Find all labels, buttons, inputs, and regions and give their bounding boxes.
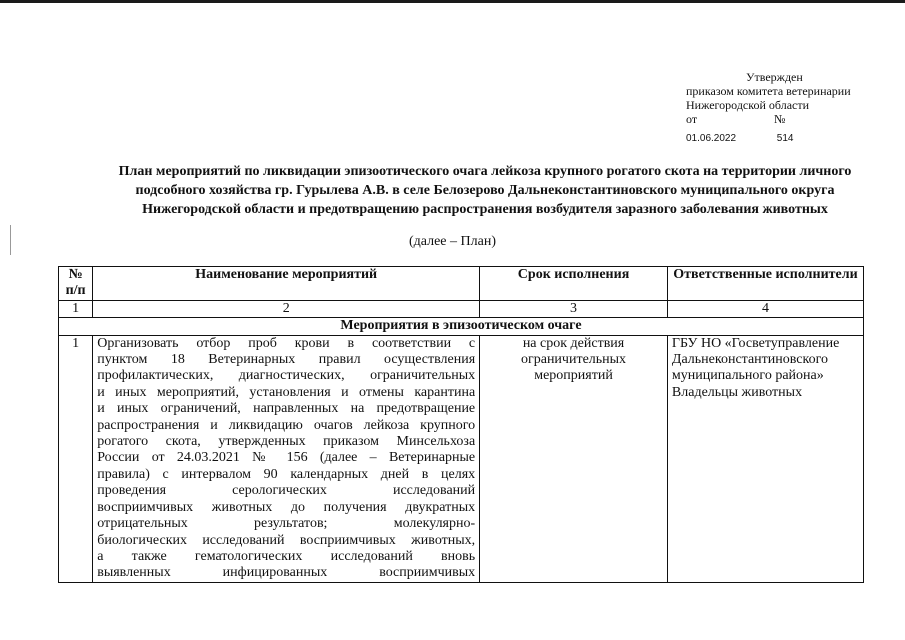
approval-line-2: приказом комитета ветеринарии [686,84,851,98]
row-name-line: России от 24.03.2021 № 156 (далее – Ветеринарные [97,450,476,466]
column-number-row [59,300,864,317]
row-responsible-line: Дальнеконстантиновского [671,352,828,368]
plan-table [58,266,864,583]
approval-number: 514 [776,133,794,144]
approval-date: 01.06.2022 [686,133,737,144]
row-name-line: проведения серологических исследований [97,483,476,499]
approval-from-label: от [686,112,698,126]
approval-date-row [686,132,851,146]
section-row [59,318,864,335]
row-responsible-line: муниципального района» [671,368,824,384]
section-title: Мероприятия в эпизоотическом очаге [59,318,864,335]
row-deadline [480,335,668,582]
row-name-line: биологических исследований восприимчивых животных, [97,532,476,548]
row-name-line: профилактических, диагностических, ограничительных [97,368,476,384]
row-name-line: пунктом 18 Ветеринарных правил осуществления [97,352,476,368]
row-name-line: рогатого скота, утвержденных приказом Минсельхоза [97,434,476,450]
row-name [93,335,480,582]
document-subtitle: (далее – План) [408,234,496,249]
row-responsible-line: ГБУ НО «Госветуправление [671,335,840,351]
row-name-line: восприимчивых животных до получения двукратных [97,499,476,515]
row-responsible [667,335,863,582]
table-row [59,335,864,582]
row-name-line: выявленных инфицированных восприимчивых [97,565,476,581]
column-number: 3 [480,300,668,317]
header-name: Наименование мероприятий [93,267,480,301]
top-border [0,0,905,3]
title-line-2: подсобного хозяйства гр. Гурылева А.В. в селе Белозерово Дальнеконстантиновского муниципального округа [135,183,835,198]
column-number: 1 [59,300,93,317]
column-number: 4 [667,300,863,317]
title-line-3: Нижегородской области и предотвращению распространения возбудителя заразного заболевания животных [142,202,828,217]
approval-number-label: № [774,112,786,126]
row-responsible-line: Владельцы животных [671,384,803,400]
row-name-line: и иных ограничений, направленных на предотвращение [97,401,476,417]
approval-line-3: Нижегородской области [686,98,810,112]
approval-from-row [686,112,851,126]
approval-stamp [686,70,851,146]
row-name-line: а также гематологических исследований вновь [97,548,476,564]
row-deadline-line: мероприятий [534,368,613,384]
title-line-1: План мероприятий по ликвидации эпизоотического очага лейкоза крупного рогатого скота на территории личного [118,164,852,179]
row-name-line: и иных мероприятий, установления и отмены карантина [97,384,476,400]
row-name-line: распространения и ликвидацию очагов лейкоза крупного [97,417,476,433]
row-name-line: Организовать отбор проб крови в соответствии с [97,335,476,351]
header-num: № п/п [59,267,93,301]
table-header-row [59,267,864,301]
approval-line-1: Утвержден [746,70,803,84]
row-deadline-line: на срок действия [522,335,625,351]
row-name-line: отрицательных результатов; молекулярно- [97,516,476,532]
row-num: 1 [59,335,93,582]
header-deadline: Срок исполнения [480,267,668,301]
document-title [60,162,905,219]
row-name-line: правила) с интервалом 90 календарных дней в целях [97,466,476,482]
header-responsible: Ответственные исполнители [667,267,863,301]
row-deadline-line: ограничительных [520,352,627,368]
column-number: 2 [93,300,480,317]
